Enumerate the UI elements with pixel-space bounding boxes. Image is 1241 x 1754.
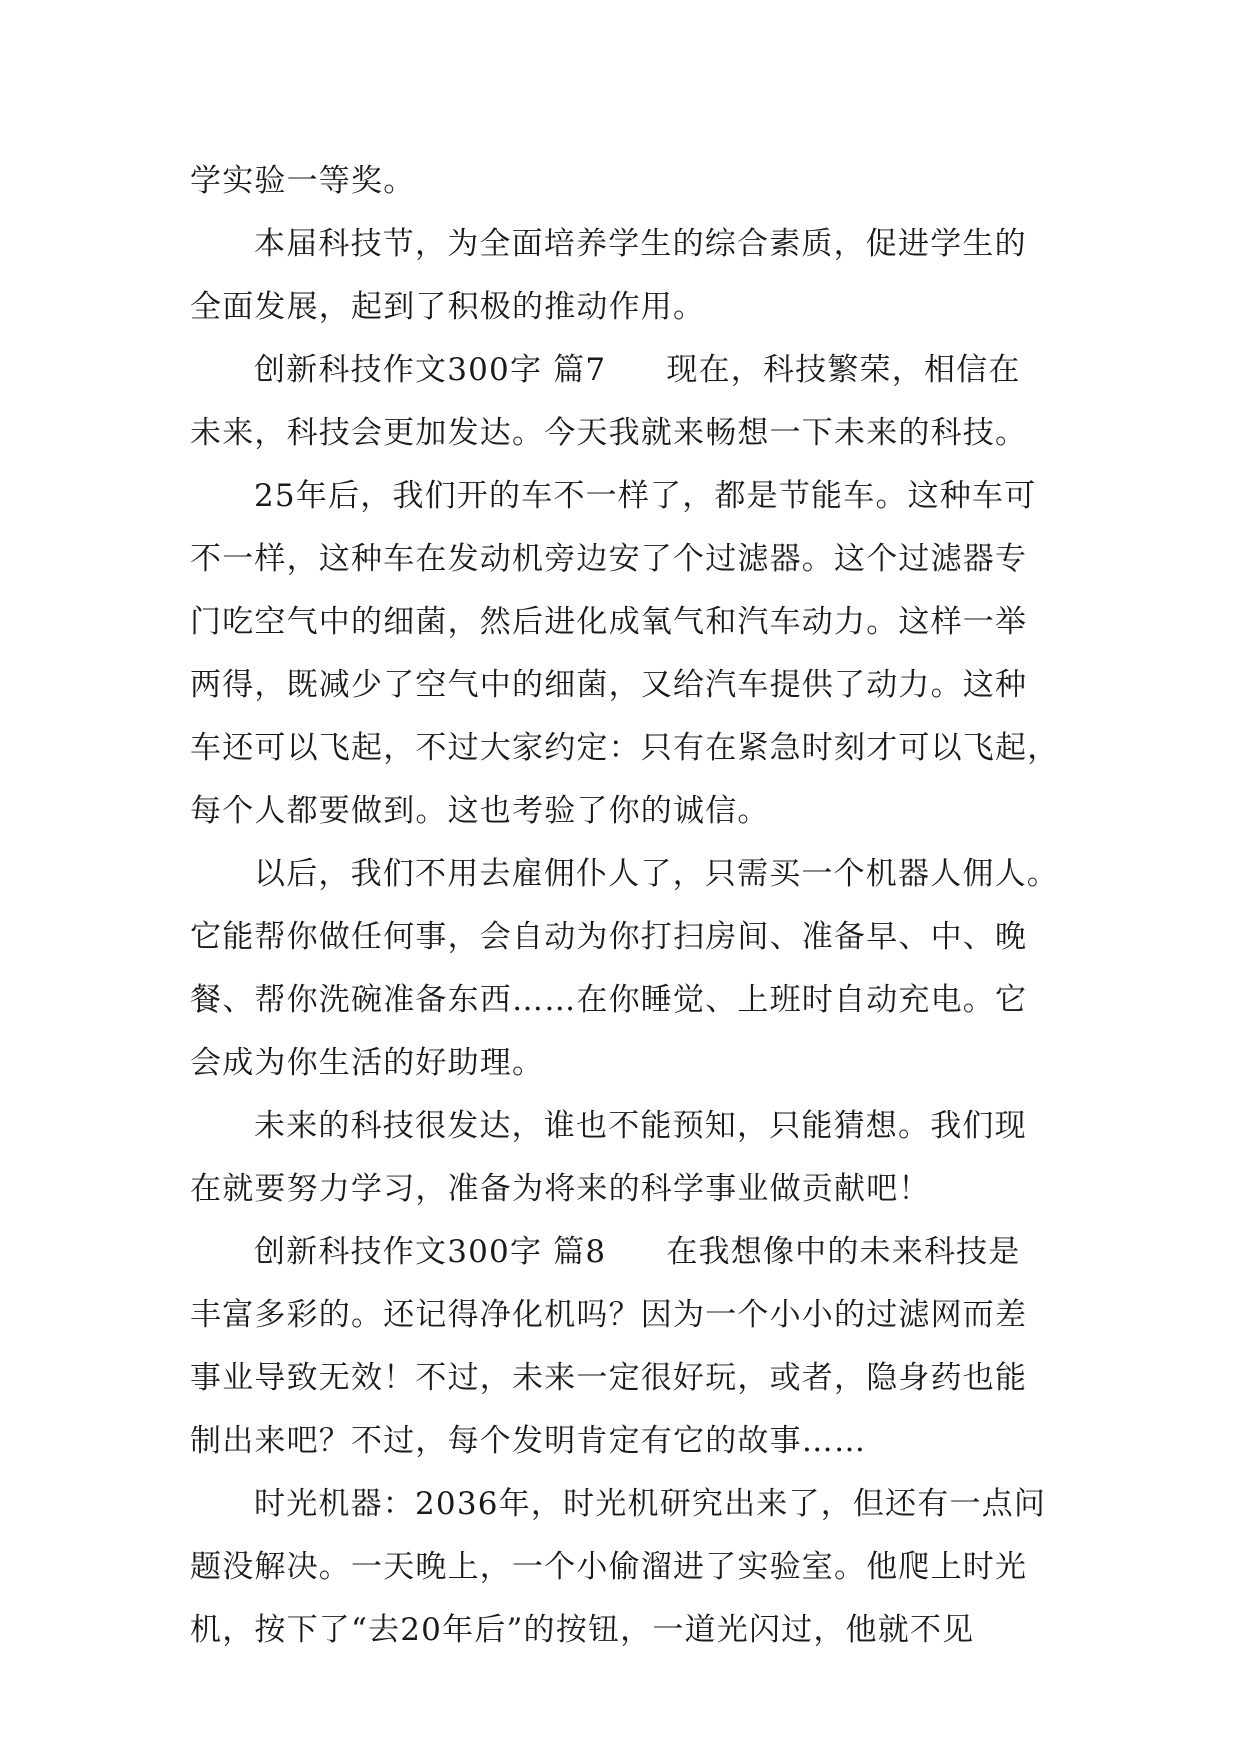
text-line: 餐、帮你洗碗准备东西……在你睡觉、上班时自动充电。它 [190,982,1028,1018]
text-line: 全面发展，起到了积极的推动作用。 [190,289,706,325]
text-line: 题没解决。一天晚上，一个小偷溜进了实验室。他爬上时光 [190,1549,1028,1585]
section-heading: 创新科技作文300字 篇8 [254,1234,607,1270]
text-line: 机，按下了“去20年后”的按钮，一道光闪过，他就不见 [190,1612,975,1648]
text-line: 本届科技节，为全面培养学生的综合素质，促进学生的 [254,226,1027,262]
text-line: 车还可以飞起，不过大家约定：只有在紧急时刻才可以飞起， [190,730,1060,766]
text-line: 每个人都要做到。这也考验了你的诚信。 [190,793,770,829]
text-line: 学实验一等奖。 [190,163,416,199]
text-line: 两得，既减少了空气中的细菌，又给汽车提供了动力。这种 [190,667,1028,703]
text-line: 丰富多彩的。还记得净化机吗？因为一个小小的过滤网而差 [190,1297,1028,1333]
text-line: 在就要努力学习，准备为将来的科学事业做贡献吧！ [190,1171,931,1207]
text-line: 未来，科技会更加发达。今天我就来畅想一下未来的科技。 [190,415,1028,451]
text-fragment: 现在，科技繁荣，相信在 [666,352,1021,388]
section-heading: 创新科技作文300字 篇7 [254,352,607,388]
text-line: 它能帮你做任何事，会自动为你打扫房间、准备早、中、晚 [190,919,1028,955]
text-line: 时光机器：2036年，时光机研究出来了，但还有一点问 [254,1486,1047,1522]
text-line: 门吃空气中的细菌，然后进化成氧气和汽车动力。这样一举 [190,604,1028,640]
document-page [190,150,1060,1662]
text-line: 25年后，我们开的车不一样了，都是节能车。这种车可 [254,478,1037,514]
text-fragment: 在我想像中的未来科技是 [666,1234,1021,1270]
section-heading-line [190,339,1050,402]
text-line: 制出来吧？不过，每个发明肯定有它的故事…… [190,1423,867,1459]
text-line: 事业导致无效！不过，未来一定很好玩，或者，隐身药也能 [190,1360,1028,1396]
text-line: 不一样，这种车在发动机旁边安了个过滤器。这个过滤器专 [190,541,1028,577]
text-line: 未来的科技很发达，谁也不能预知，只能猜想。我们现 [254,1108,1027,1144]
text-line: 会成为你生活的好助理。 [190,1045,545,1081]
section-heading-line [190,1221,1050,1284]
text-line: 以后，我们不用去雇佣仆人了，只需买一个机器人佣人。 [254,856,1059,892]
